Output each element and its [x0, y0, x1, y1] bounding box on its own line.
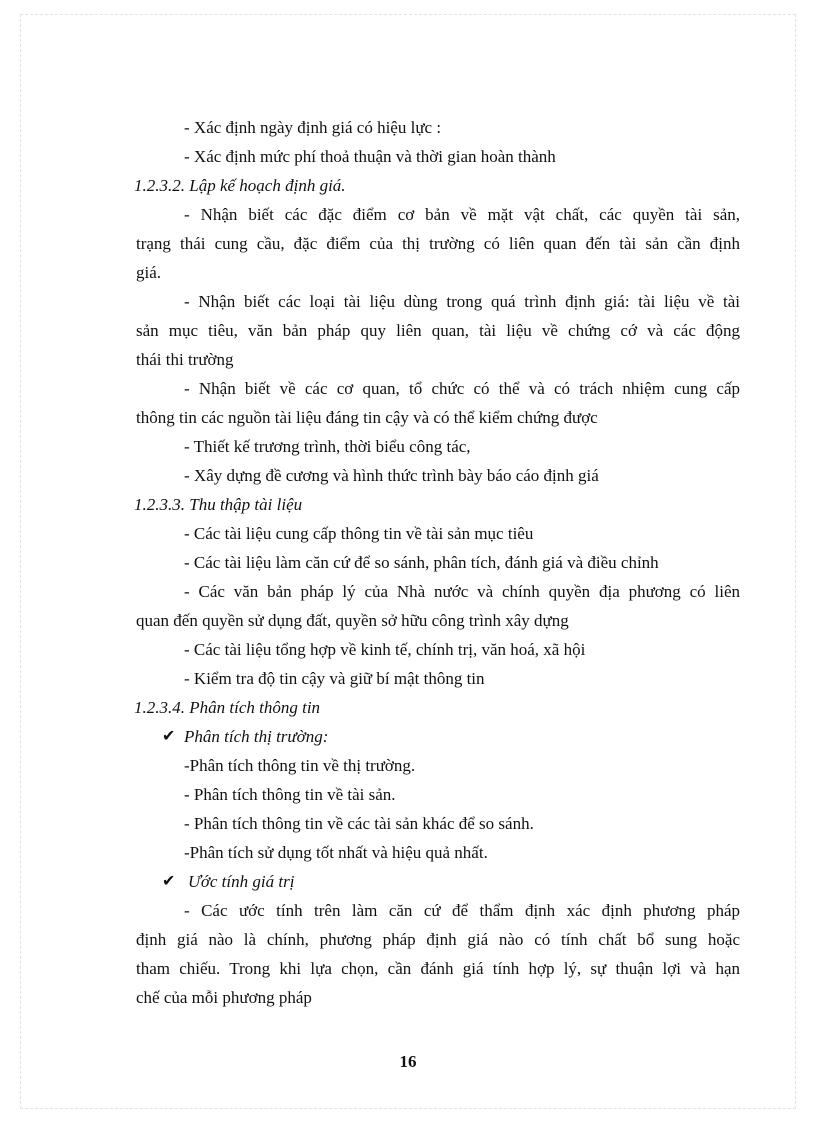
text-line: - Nhận biết về các cơ quan, tổ chức có thể và có trách nhiệm cung cấp [184, 379, 740, 398]
text-line: - Nhận biết các đặc điểm cơ bản về mặt vật chất, các quyền tài sản, [184, 205, 740, 224]
text-line: - Nhận biết các loại tài liệu dùng trong quá trình định giá: tài liệu về tài [184, 292, 740, 311]
check-mark-icon: ✔ [162, 728, 176, 745]
text-line: - Các tài liệu tổng hợp về kinh tế, chính trị, văn hoá, xã hội [184, 640, 586, 659]
section-heading: 1.2.3.3. Thu thập tài liệu [134, 495, 303, 514]
text-line: chế của mỗi phương pháp [136, 988, 312, 1007]
checklist-label: Phân tích thị trường: [184, 727, 329, 746]
text-line: - Các văn bản pháp lý của Nhà nước và chính quyền địa phương có liên [184, 582, 740, 601]
check-mark-icon: ✔ [162, 873, 176, 890]
text-line: - Các ước tính trên làm căn cứ để thẩm định xác định phương pháp [184, 901, 740, 920]
text-line: - Xác định ngày định giá có hiệu lực : [184, 118, 442, 137]
text-line: - Các tài liệu làm căn cứ để so sánh, phân tích, đánh giá và điều chỉnh [184, 553, 659, 572]
text-line: - Phân tích thông tin về tài sản. [184, 785, 396, 804]
text-line: - Các tài liệu cung cấp thông tin về tài sản mục tiêu [184, 524, 534, 543]
section-heading: 1.2.3.4. Phân tích thông tin [134, 698, 321, 717]
text-line: định giá nào là chính, phương pháp định giá nào có tính chất bổ sung hoặc [136, 930, 740, 949]
text-line: giá. [136, 263, 162, 282]
body-text [136, 113, 740, 1012]
text-line: sản mục tiêu, văn bản pháp quy liên quan, tài liệu về chứng cớ và các động [136, 321, 740, 340]
text-line: trạng thái cung cầu, đặc điểm của thị trường có liên quan đến tài sản cần định [136, 234, 740, 253]
checklist-item [136, 867, 740, 896]
page-number: 16 [399, 1052, 417, 1071]
text-line: - Phân tích thông tin về các tài sản khác để so sánh. [184, 814, 534, 833]
text-line: thái thi trường [136, 350, 234, 369]
text-line: - Xây dựng đề cương và hình thức trình bày báo cáo định giá [184, 466, 599, 485]
text-line: tham chiếu. Trong khi lựa chọn, cần đánh giá tính hợp lý, sự thuận lợi và hạn [136, 959, 740, 978]
text-line: - Xác định mức phí thoả thuận và thời gian hoàn thành [184, 147, 556, 166]
text-line: -Phân tích thông tin về thị trường. [184, 756, 416, 775]
text-line: - Thiết kế trương trình, thời biểu công tác, [184, 437, 471, 456]
text-line: - Kiểm tra độ tin cậy và giữ bí mật thông tin [184, 669, 485, 688]
text-line: thông tin các nguồn tài liệu đáng tin cậy và có thể kiểm chứng được [136, 408, 598, 427]
text-line: quan đến quyền sử dụng đất, quyền sở hữu công trình xây dựng [136, 611, 569, 630]
checklist-item [136, 722, 740, 751]
checklist-label: Ước tính giá trị [188, 872, 295, 891]
section-heading: 1.2.3.2. Lập kế hoạch định giá. [134, 176, 346, 195]
text-line: -Phân tích sử dụng tốt nhất và hiệu quả nhất. [184, 843, 488, 862]
